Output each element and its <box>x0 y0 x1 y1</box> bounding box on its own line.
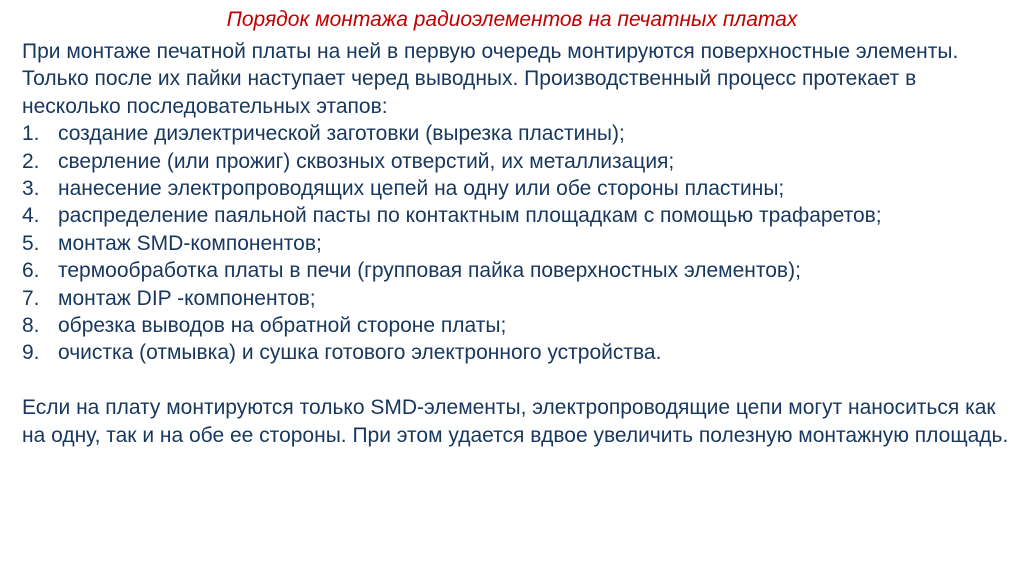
step-number: 1. <box>22 122 40 146</box>
step-number: 8. <box>22 314 40 338</box>
intro-paragraph: При монтаже печатной платы на ней в первую очередь монтируются поверхностные элементы. Только после их пайки наступает черед выводных. Производственный процесс протекает в несколько последовательных этапов: <box>22 40 959 118</box>
step-number: 7. <box>22 286 40 310</box>
step-text: очистка (отмывка) и сушка готового электронного устройства. <box>58 341 662 365</box>
step-text: нанесение электропроводящих цепей на одну или обе стороны пластины; <box>58 177 785 201</box>
step-text: сверление (или прожиг) сквозных отверстий, их металлизация; <box>58 149 675 173</box>
slide-body <box>22 38 1017 449</box>
list-item <box>22 257 1017 284</box>
step-number: 4. <box>22 204 40 228</box>
step-text: обрезка выводов на обратной стороне платы; <box>58 314 507 338</box>
steps-list <box>22 120 1017 367</box>
slide-title: Порядок монтажа радиоэлементов на печатных платах <box>226 8 798 31</box>
list-item <box>22 312 1017 339</box>
list-item <box>22 339 1017 366</box>
step-number: 9. <box>22 341 40 365</box>
list-item <box>22 120 1017 147</box>
step-number: 2. <box>22 149 40 173</box>
step-number: 5. <box>22 231 40 255</box>
step-number: 6. <box>22 259 40 283</box>
list-item <box>22 202 1017 229</box>
step-text: термообработка платы в печи (групповая пайка поверхностных элементов); <box>58 259 801 283</box>
list-item <box>22 285 1017 312</box>
outro-paragraph: Если на плату монтируются только SMD-элементы, электропроводящие цепи могут наноситься как на одну, так и на обе ее стороны. При этом удается вдвое увеличить полезную монтажную площадь. <box>22 396 1009 447</box>
list-item <box>22 175 1017 202</box>
paragraph-spacer <box>22 367 1017 394</box>
step-text: создание диэлектрической заготовки (вырезка пластины); <box>58 122 625 146</box>
step-text: монтаж SMD-компонентов; <box>58 231 322 255</box>
step-text: монтаж DIP -компонентов; <box>58 286 316 310</box>
list-item <box>22 230 1017 257</box>
list-item <box>22 148 1017 175</box>
step-number: 3. <box>22 177 40 201</box>
step-text: распределение паяльной пасты по контактным площадкам с помощью трафаретов; <box>58 204 882 228</box>
